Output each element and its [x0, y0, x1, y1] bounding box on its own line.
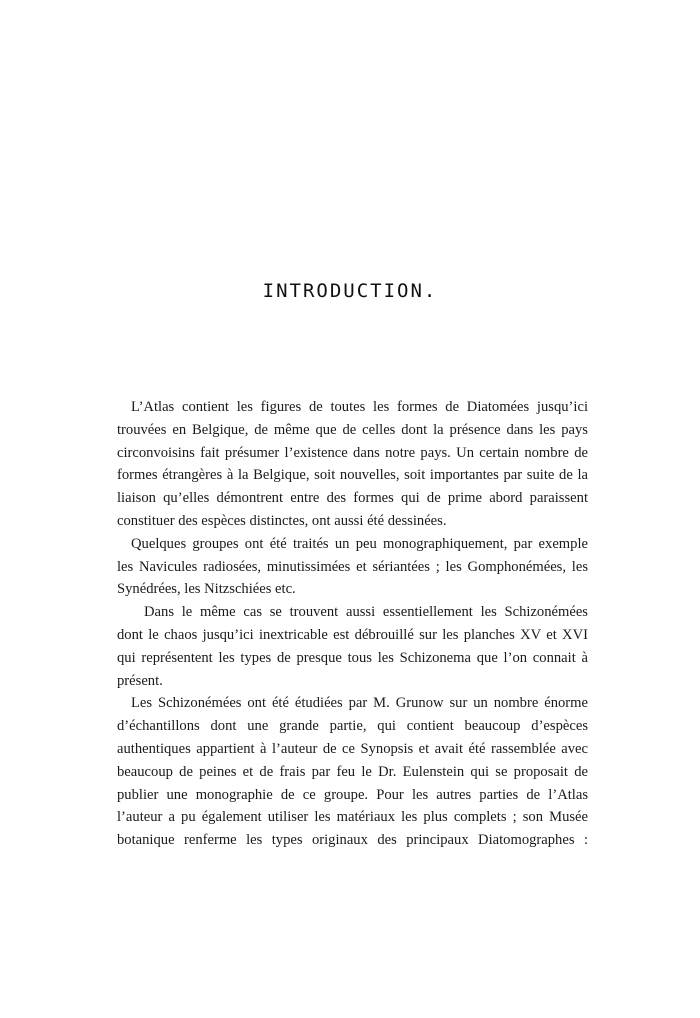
text-line: L’Atlas contient les figures de toutes les formes de Diatomées jusqu’ici [131, 399, 588, 415]
text-line: constituer des espèces distinctes, ont aussi été dessinées. [117, 512, 447, 529]
text-line: Quelques groupes ont été traités un peu monographiquement, par exemple [131, 535, 588, 552]
text-line: les Navicules radiosées, minutissimées et sériantées ; les Gomphonémées, les [117, 558, 588, 575]
introduction-body [117, 396, 588, 852]
text-line: Synédrées, les Nitzschiées etc. [117, 581, 296, 598]
text-line: présent. [117, 672, 163, 689]
text-line: d’échantillons dont une grande partie, qui contient beaucoup d’espèces [117, 718, 588, 735]
text-line: l’auteur a pu également utiliser les matériaux les plus complets ; son Musée [117, 809, 588, 826]
text-line: beaucoup de peines et de frais par feu le Dr. Eulenstein qui se proposait de [117, 763, 588, 780]
text-line: dont le chaos jusqu’ici inextricable est débrouillé sur les planches XV et XVI [117, 626, 588, 643]
text-line: liaison qu’elles démontrent entre des formes qui de prime abord paraissent [117, 490, 588, 507]
text-line: Les Schizonémées ont été étudiées par M. Grunow sur un nombre énorme [131, 695, 588, 712]
text-line: qui représentent les types de presque tous les Schizonema que l’on connait à [117, 649, 588, 666]
text-line: botanique renferme les types originaux des principaux Diatomographes : [117, 832, 588, 849]
text-line: formes étrangères à la Belgique, soit nouvelles, soit importantes par suite de la [117, 467, 588, 484]
text-line: publier une monographie de ce groupe. Pour les autres parties de l’Atlas [117, 786, 588, 803]
text-line: Dans le même cas se trouvent aussi essentiellement les Schizonémées [144, 604, 588, 621]
text-line: authentiques appartient à l’auteur de ce Synopsis et avait été rassemblée avec [117, 740, 588, 757]
text-line: circonvoisins fait présumer l’existence dans notre pays. Un certain nombre de [117, 444, 588, 461]
page-title: INTRODUCTION. [262, 280, 438, 302]
text-line: trouvées en Belgique, de même que de celles dont la présence dans les pays [117, 421, 588, 438]
